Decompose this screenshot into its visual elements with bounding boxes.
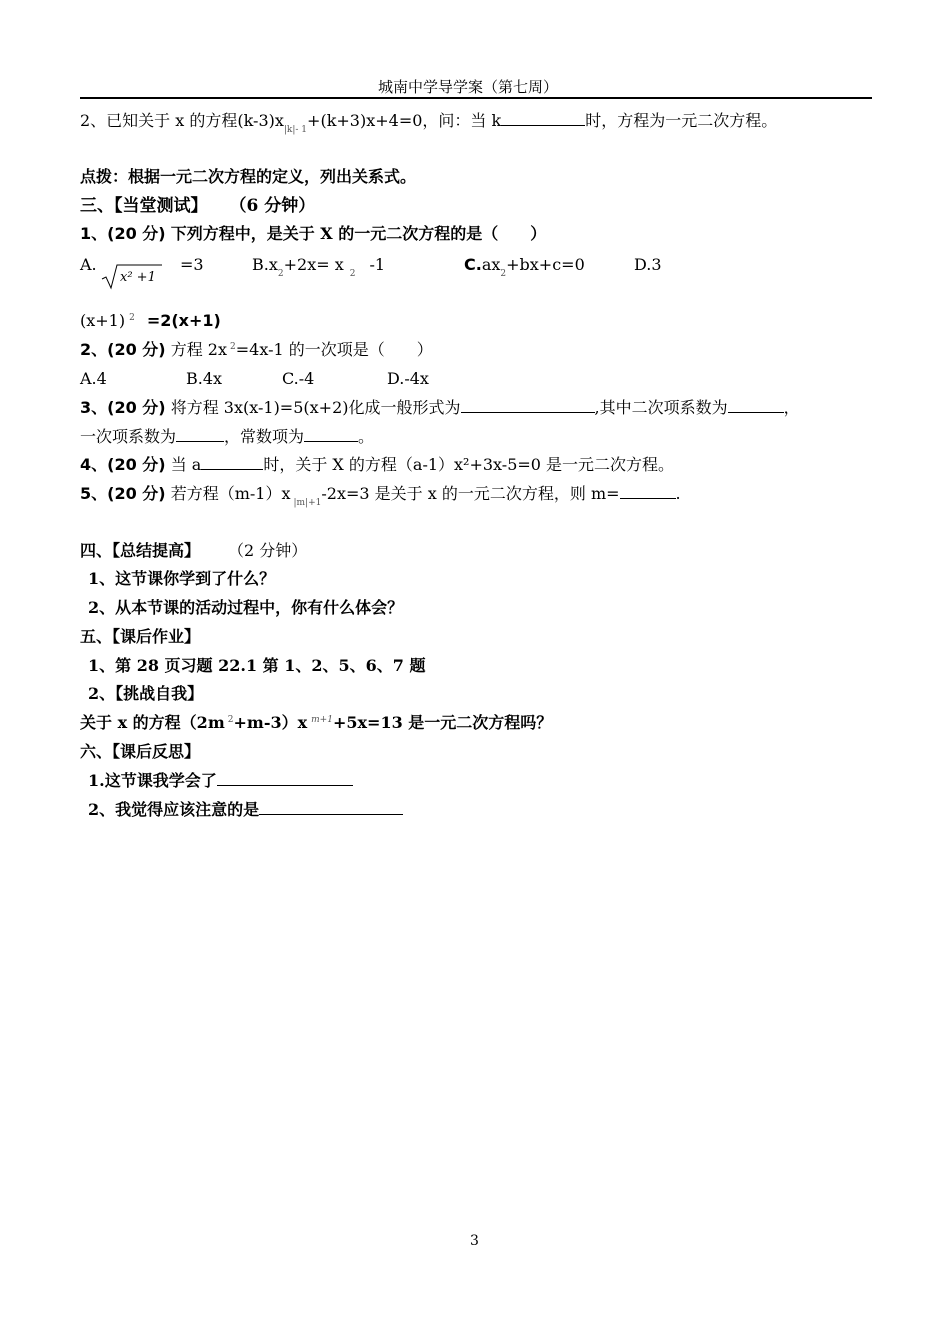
test-question-4 — [80, 454, 674, 476]
hint-text: 点拨：根据一元二次方程的定义，列出关系式。 — [80, 167, 417, 186]
t1-option-a-label: A. — [80, 255, 97, 274]
answer-blank-k[interactable] — [501, 111, 585, 126]
section-6-title: 六、【课后反思】 — [80, 742, 201, 761]
header-rule — [80, 97, 872, 99]
test-question-3 — [80, 397, 800, 419]
challenge-question — [80, 712, 552, 737]
reflection-item-2 — [88, 799, 403, 821]
t2-option-a: A.4 — [80, 369, 107, 388]
t1-option-d: D.3 — [634, 255, 662, 274]
t1-c-text-2: +bx+c=0 — [506, 255, 585, 274]
t1-option-c — [464, 254, 585, 279]
answer-blank-general-form[interactable] — [461, 398, 595, 413]
answer-blank-learned[interactable] — [217, 771, 353, 786]
t5-text-2: -2x=3 是关于 x 的一元二次方程，则 m= — [321, 484, 620, 503]
question-k-equation — [80, 110, 777, 135]
t2-option-c: C.-4 — [282, 369, 315, 388]
t1-c-text-1: ax — [481, 255, 501, 274]
t3-number: 3、(20 分) — [80, 398, 166, 417]
t2-text-2: =4x-1 的一次项是（ ） — [235, 340, 433, 359]
section-4-time: （2 分钟） — [228, 541, 308, 560]
t1-number: 1、(20 分) — [80, 224, 166, 243]
t3-text-1: 将方程 3x(x-1)=5(x+2)化成一般形式为 — [170, 398, 461, 417]
section-4-item-2: 2、从本节课的活动过程中，你有什么体会？ — [88, 598, 404, 617]
t5-exponent: |m|+1 — [293, 498, 322, 508]
reflection-item-2-text: 2、我觉得应该注意的是 — [88, 800, 260, 819]
q-k-text-1: 2、已知关于 x 的方程(k-3)x — [80, 111, 284, 130]
t1-option-a-radicand: x² +1 — [120, 270, 156, 285]
t1-option-a-sqrt — [100, 262, 162, 290]
page-header-title: 城南中学导学案（第七周） — [378, 78, 559, 96]
section-4-item-1: 1、这节课你学到了什么？ — [88, 569, 276, 588]
answer-blank-quadratic-coefficient[interactable] — [728, 398, 784, 413]
t4-text-1: 当 a — [170, 455, 202, 474]
t1-d-sup: 2 — [129, 313, 135, 323]
section-3-heading — [80, 195, 315, 217]
t2-sup: 2 — [230, 342, 236, 352]
section-5-title: 五、【课后作业】 — [80, 627, 201, 646]
t4-text-2: 时，关于 X 的方程（a-1）x²+3x-5=0 是一元二次方程。 — [263, 455, 675, 474]
answer-blank-attention[interactable] — [259, 800, 403, 815]
t5-text-3: . — [675, 484, 681, 503]
page-number: 3 — [470, 1233, 479, 1249]
t1-option-d-continued — [80, 310, 221, 335]
challenge-text-1: 关于 x 的方程（2m — [80, 713, 225, 732]
challenge-sup-2: m+1 — [311, 715, 333, 725]
answer-blank-a[interactable] — [201, 455, 263, 470]
t1-d-text-2: =2(x+1) — [146, 311, 221, 330]
t5-text-1: 若方程（m-1）x — [170, 484, 291, 503]
challenge-text-2: +m-3）x — [233, 713, 308, 732]
t4-number: 4、(20 分) — [80, 455, 166, 474]
t3-line2-c: 。 — [358, 427, 375, 446]
answer-blank-linear-coefficient[interactable] — [176, 427, 224, 442]
challenge-text-3: +5x=13 是一元二次方程吗？ — [332, 713, 553, 732]
t1-c-label: C. — [464, 255, 482, 274]
section-3-time: （6 分钟） — [229, 196, 316, 216]
section-5-item-2: 2、【挑战自我】 — [88, 684, 204, 703]
t2-option-d: D.-4x — [387, 369, 429, 388]
t1-option-a-rest: =3 — [180, 255, 204, 274]
section-4-heading — [80, 540, 307, 562]
q-k-text-2: +(k+3)x+4=0，问：当 k — [307, 111, 502, 130]
t3-text-3: ， — [783, 398, 800, 417]
t3-line-2 — [80, 426, 374, 448]
t2-text-1: 方程 2x — [170, 340, 227, 359]
t1-b-text-3: -1 — [369, 255, 386, 274]
t1-b-text-1: B.x — [252, 255, 278, 274]
t3-text-2: ,其中二次项系数为 — [594, 398, 728, 417]
t2-number: 2、(20 分) — [80, 340, 166, 359]
t1-b-sub-2: 2 — [349, 269, 356, 279]
reflection-item-1 — [88, 770, 353, 792]
test-question-2 — [80, 339, 433, 364]
t2-option-b: B.4x — [186, 369, 223, 388]
challenge-sup-1: 2 — [227, 715, 234, 725]
t1-d-text-1: (x+1) — [80, 311, 126, 330]
t3-line2-a: 一次项系数为 — [80, 427, 177, 446]
test-question-1 — [80, 223, 546, 245]
section-3-title: 三、【当堂测试】 — [80, 196, 208, 216]
q-k-text-3: 时，方程为一元二次方程。 — [585, 111, 778, 130]
t1-option-b — [252, 254, 385, 279]
reflection-item-1-text: 1.这节课我学会了 — [88, 771, 217, 790]
answer-blank-m[interactable] — [620, 484, 676, 499]
t5-number: 5、(20 分) — [80, 484, 166, 503]
t1-b-sub-1: 2 — [277, 269, 284, 279]
section-5-item-1: 1、第 28 页习题 22.1 第 1、2、5、6、7 题 — [88, 656, 426, 675]
answer-blank-constant[interactable] — [304, 427, 358, 442]
t3-line2-b: ，常数项为 — [224, 427, 305, 446]
q-k-exponent: |k|- 1 — [283, 125, 308, 135]
t1-text: 下列方程中，是关于 X 的一元二次方程的是（ ） — [170, 224, 547, 243]
t1-c-sub: 2 — [500, 269, 507, 279]
section-4-title: 四、【总结提高】 — [80, 541, 201, 560]
t1-b-text-2: +2x= x — [283, 255, 344, 274]
test-question-5 — [80, 483, 681, 508]
